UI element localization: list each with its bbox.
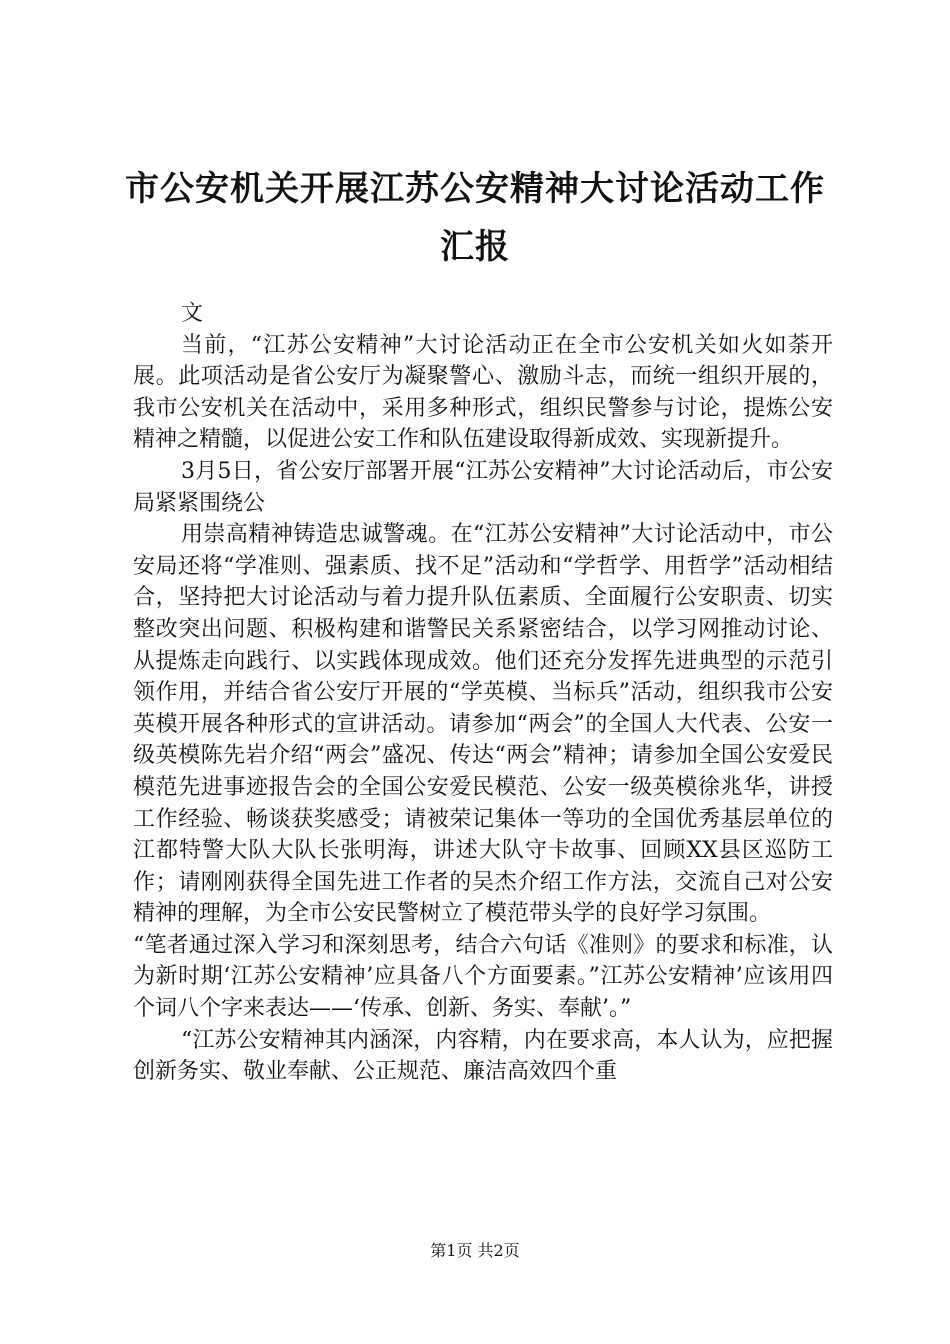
author-label: 文	[181, 301, 204, 326]
page-footer	[0, 1240, 950, 1262]
page-number: 第1页 共2页	[430, 1241, 520, 1260]
paragraph-1: 当前，“江苏公安精神”大讨论活动正在全市公安机关如火如荼开展。此项活动是省公安厅为凝聚警心、激励斗志，而统一组织开展的，我市公安机关在活动中，采用多种形式，组织民警参与讨论，提炼公安精神之精髓，以促进公安工作和队伍建设取得新成效、实现新提升。	[133, 332, 833, 453]
document-body	[133, 298, 833, 1088]
document-title	[100, 160, 850, 276]
title-line-1: 市公安机关开展江苏公安精神大讨论活动工作	[125, 169, 825, 209]
title-line-2: 汇报	[440, 227, 510, 267]
paragraph-4: “笔者通过深入学习和深刻思考，结合六句话《准则》的要求和标准，认为新时期‘江苏公安精神’应具备八个方面要素。”江苏公安精神’应该用四个词八个字来表达——‘传承、创新、务实、奉献’。”	[133, 932, 833, 1022]
paragraph-5: “江苏公安精神其内涵深，内容精，内在要求高，本人认为，应把握创新务实、敬业奉献、公正规范、廉洁高效四个重	[133, 1027, 833, 1085]
paragraph-2: 3月5日，省公安厅部署开展“江苏公安精神”大讨论活动后，市公安局紧紧围绕公	[133, 458, 833, 516]
paragraph-3: 用崇高精神铸造忠诚警魂。在“江苏公安精神”大讨论活动中，市公安局还将“学准则、强素质、找不足”活动和“学哲学、用哲学”活动相结合，坚持把大讨论活动与着力提升队伍素质、全面履行公安职责、切实整改突出问题、积极构建和谐警民关系紧密结合，以学习网推动讨论、从提炼走向践行、以实践体现成效。他们还充分发挥先进典型的示范引领作用，并结合省公安厅开展的“学英模、当标兵”活动，组织我市公安英模开展各种形式的宣讲活动。请参加“两会”的全国人大代表、公安一级英模陈先岩介绍“两会”盛况、传达“两会”精神；请参加全国公安爱民模范先进事迹报告会的全国公安爱民模范、公安一级英模徐兆华，讲授工作经验、畅谈获奖感受；请被荣记集体一等功的全国优秀基层单位的江都特警大队大队长张明海，讲述大队守卡故事、回顾XX县区巡防工作；请刚刚获得全国先进工作者的吴杰介绍工作方法，交流自己对公安精神的理解，为全市公安民警树立了模范带头学的良好学习氛围。	[133, 522, 833, 927]
